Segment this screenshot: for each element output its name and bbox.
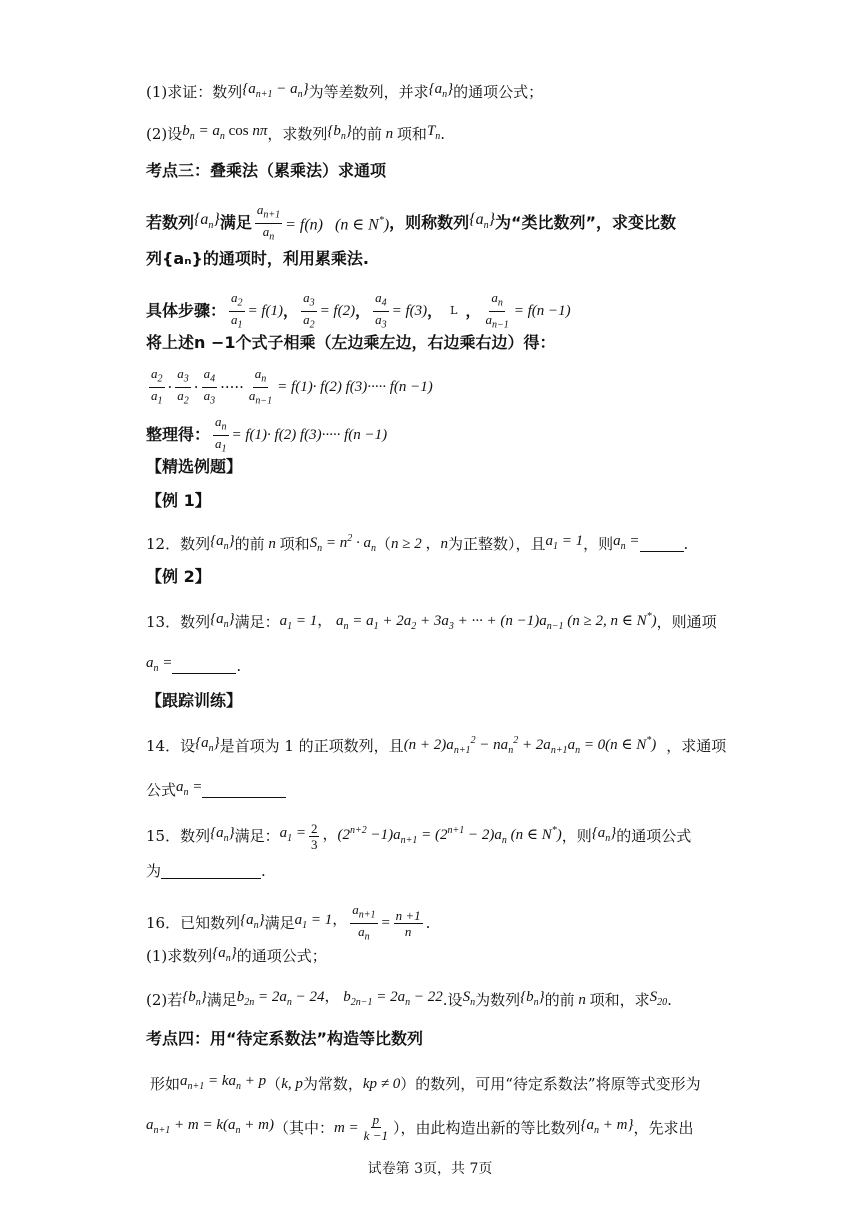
text: 14．设 [146, 737, 196, 755]
text: 满足 [264, 914, 295, 933]
product-formula: $\frac{a_2}{a_1}$ · $\frac{a_3}{a_2}$ · $\frac{a_4}{a_3}$ ····· $\frac{a_n}{a_{n-1}}$ = f(1)· f(2) f(3)····· f(n −1) [151, 366, 433, 407]
text: ，求数列 [267, 125, 328, 143]
math: $S_n$ [462, 989, 476, 1008]
section-heading-4: 考点四：用“待定系数法”构造等比数列 [146, 1029, 424, 1048]
question-15-answer: 为 . [146, 862, 266, 880]
part-1-line [146, 78, 543, 106]
method-line-2 [146, 1112, 693, 1143]
text: 形如 [150, 1075, 181, 1093]
text: 的前 [351, 125, 382, 143]
math: = f(1) [247, 303, 284, 320]
text: 项和 [396, 125, 427, 143]
text: 为常数， [302, 1075, 363, 1093]
tracking-heading: 【跟踪训练】 [146, 691, 243, 710]
text: 若数列 [146, 213, 195, 233]
math: = f(1)· f(2) f(3)····· f(n −1) [231, 427, 388, 444]
math: n [264, 536, 280, 552]
text: 整理得： [146, 425, 211, 445]
math: $S_{20}$ [649, 989, 668, 1008]
math: kp ≠ 0 [362, 1076, 401, 1092]
example-2-heading: 【例 2】 [146, 567, 211, 586]
math: $a_n$ = [613, 533, 640, 552]
math: $T_n$ [426, 123, 441, 142]
text: 为“类比数列”，求变比数 [495, 213, 677, 233]
math: $\{a_n\}$ [469, 211, 495, 232]
math: k, p [281, 1076, 303, 1092]
question-14 [146, 730, 726, 762]
math: = f(n) (n ∈ N*) [285, 214, 390, 234]
question-13-answer: $a_n$ = . [146, 652, 241, 680]
math: $b_n = a_n$ cos nπ [182, 123, 268, 142]
text: 13．数列 [146, 613, 211, 631]
math: $\{b_n\}$ [520, 989, 545, 1008]
answer-blank [640, 537, 684, 552]
multiply-line: 将上述n −1个式子相乘（左边乘左边，右边乘右边）得： [146, 333, 556, 352]
fraction: $\frac{a_3}{a_2}$ [177, 366, 189, 407]
math: $a_1 = 1$， [294, 912, 348, 932]
math: $a_n$ = [146, 655, 173, 674]
method-line-1 [150, 1070, 701, 1098]
math: $\{a_n\}$ [210, 825, 235, 844]
math: $a_n$ = [176, 779, 203, 798]
ellipsis: L [450, 304, 458, 318]
definition-line-1 [146, 202, 676, 244]
text: ，则称数列 [389, 213, 470, 233]
math: $\{a_n\}$ [240, 912, 265, 932]
fraction: $\frac{a_{n+1}}{a_n}$ [352, 902, 376, 943]
text: 具体步骤： [146, 301, 227, 321]
fraction: $\frac{a_2}{a_1}$ [151, 366, 163, 407]
question-16-part-1 [146, 942, 327, 970]
text: 12．数列 [146, 535, 211, 553]
text: 公式 [146, 781, 177, 799]
text: ，则通项 [656, 613, 717, 631]
question-14-answer [146, 776, 286, 804]
part-2-line: (2)设 $b_n = a_n$ cos nπ ，求数列 $\{b_n\}$ 的前 n 项和 $T_n$ . [146, 120, 445, 148]
text: （ [376, 535, 392, 553]
question-16: 16．已知数列 $\{a_n\}$ 满足 $a_1 = 1$， $\frac{a_{n+1}}{a_n}$ = $\frac{n +1}{n}$ . [146, 902, 431, 943]
fraction: $\frac{a_3}{a_2}$ [303, 290, 315, 331]
answer-blank [161, 864, 261, 879]
text: (2)设 [146, 125, 183, 143]
math: $a_{n+1} = ka_n + p$ [180, 1073, 267, 1092]
text: .设 [442, 991, 463, 1009]
math: $\{a_n\}$ [591, 825, 617, 844]
fraction: $\frac{p}{k -1}$ [363, 1112, 388, 1143]
math: $\{b_n\}$ [182, 989, 207, 1008]
text: (1)求证：数列 [146, 83, 243, 101]
section-heading-3: 考点三：叠乘法（累乘法）求通项 [146, 161, 387, 180]
question-13 [146, 606, 717, 638]
text: 的前 [544, 991, 575, 1009]
math: = [380, 915, 391, 932]
fraction: $\frac{2}{3}$ [310, 820, 318, 852]
question-16-part-2: (2)若 $\{b_n\}$ 满足 $b_{2n} = 2a_n - 24$， $b_{2n-1} = 2a_n - 22$ .设 $S_n$ 为数列 $\{b_n\}$ 的前 n 项和，求 $S_{20}$ . [146, 986, 672, 1014]
math: = f(3) [391, 303, 428, 320]
text: 项和，求 [589, 991, 650, 1009]
selected-examples-heading: 【精选例题】 [146, 457, 243, 476]
text: 为 [146, 862, 162, 880]
text: (2)若 [146, 991, 183, 1009]
math: $a_{n+1} + m = k(a_n + m)$ [146, 1116, 274, 1136]
text: 满足： [234, 827, 280, 845]
math: = f(1)· f(2) f(3)····· f(n −1) [277, 379, 433, 396]
math: m = [333, 1119, 359, 1136]
math: $\{a_n\}$ [195, 735, 220, 754]
math: $\{b_n\}$ [327, 123, 352, 142]
definition-line-2: 列{aₙ}的通项时，利用累乘法. [146, 249, 369, 268]
text: 为正整数），且 [448, 535, 546, 553]
text: 满足： [234, 613, 280, 631]
fraction: $\frac{a_n}{a_{n-1}}$ [485, 290, 509, 331]
math: $\{a_n + m\}$ [580, 1116, 634, 1136]
math: $\{a_n\}$ [194, 211, 220, 232]
text: ）的数列，可用“待定系数法”将原等式变形为 [400, 1075, 701, 1093]
text: ，先求出 [633, 1118, 694, 1137]
question-15 [146, 820, 691, 852]
math: $S_n = n^2 \cdot a_n$ [309, 533, 376, 554]
math: $a_1 = 1$ [545, 533, 584, 552]
fraction: $\frac{a_2}{a_1}$ [231, 290, 243, 331]
steps-line: 具体步骤： $\frac{a_2}{a_1}$ = f(1) ， $\frac{a_3}{a_2}$ = f(2) ， $\frac{a_4}{a_3}$ = f(3) ， L ， $\frac{a_n}{a_{n-1}}$ = f(n −1) [146, 290, 571, 331]
math: $\{a_n\}$ [210, 611, 235, 630]
answer-blank [202, 783, 286, 798]
math: $(n + 2)a_{n+1}^2 - na_n^2 + 2a_{n+1}a_n = 0(n$ ∈ N*) [403, 735, 657, 756]
math: $\{a_n\}$ [210, 533, 235, 552]
fraction: $\frac{a_4}{a_3}$ [203, 366, 216, 407]
text: 16．已知数列 [146, 914, 241, 933]
text: 满足 [206, 991, 237, 1009]
text: ，求通项 [666, 737, 727, 755]
math: $b_{2n} = 2a_n - 24$， $b_{2n-1} = 2a_n - 22$ [236, 989, 443, 1008]
text: 的通项公式； [236, 947, 327, 965]
text: 项和 [279, 535, 310, 553]
math: n [574, 992, 590, 1008]
question-12: 12．数列 $\{a_n\}$ 的前 n 项和 $S_n = n^2 \cdot a_n$ （ n ≥ 2 ，n 为正整数），且 $a_1 = 1$ ，则 $a_n$ = . [146, 528, 688, 560]
text: 为数列 [475, 991, 521, 1009]
fraction: $\frac{a_n}{a_{n-1}}$ [248, 366, 273, 407]
fraction: $\frac{n +1}{n}$ [395, 907, 421, 939]
text: 满足 [219, 213, 252, 233]
math: ，$(2^{n+2} -1)a_{n+1} = (2^{n+1} - 2)a_n$ (n ∈ N*) [322, 825, 562, 846]
text: 的通项公式 [616, 827, 692, 845]
tidy-line [146, 414, 387, 456]
math: $\{a_n\}$ [428, 81, 454, 100]
fraction: $\frac{a_4}{a_3}$ [375, 290, 387, 331]
text: （其中： [273, 1118, 334, 1137]
text: 的前 [234, 535, 265, 553]
text: （ [266, 1075, 282, 1093]
text: ，则 [583, 535, 614, 553]
fraction: $\frac{a_{n+1}}{a_n}$ [256, 202, 281, 243]
math: $a_1$ = [279, 825, 306, 844]
math: = f(2) [319, 303, 356, 320]
text: 为等差数列，并求 [308, 83, 429, 101]
text: (1)求数列 [146, 947, 213, 965]
math: n ≥ 2 ，n [391, 536, 449, 552]
text: 的通项公式； [453, 83, 544, 101]
math: $\{a_n\}$ [212, 945, 237, 964]
math: = f(n −1) [513, 303, 571, 320]
page-footer: 试卷第 3页，共 7页 [367, 1161, 493, 1177]
example-1-heading: 【例 1】 [146, 491, 211, 510]
answer-blank [172, 659, 236, 674]
math: $\{a_{n+1} - a_n\}$ [242, 81, 309, 100]
text: ），由此构造出新的等比数列 [392, 1118, 581, 1137]
text: 15．数列 [146, 827, 211, 845]
math: n [381, 126, 397, 142]
text: 是首项为 1 的正项数列，且 [219, 737, 404, 755]
fraction: $\frac{a_n}{a_1}$ [215, 414, 227, 455]
text: ，则 [561, 827, 592, 845]
math: $a_1 = 1$， $a_n = a_1 + 2a_2 + 3a_3$ + ··· + $(n -1)a_{n-1}$ (n ≥ 2, n ∈ N*) [279, 611, 657, 632]
